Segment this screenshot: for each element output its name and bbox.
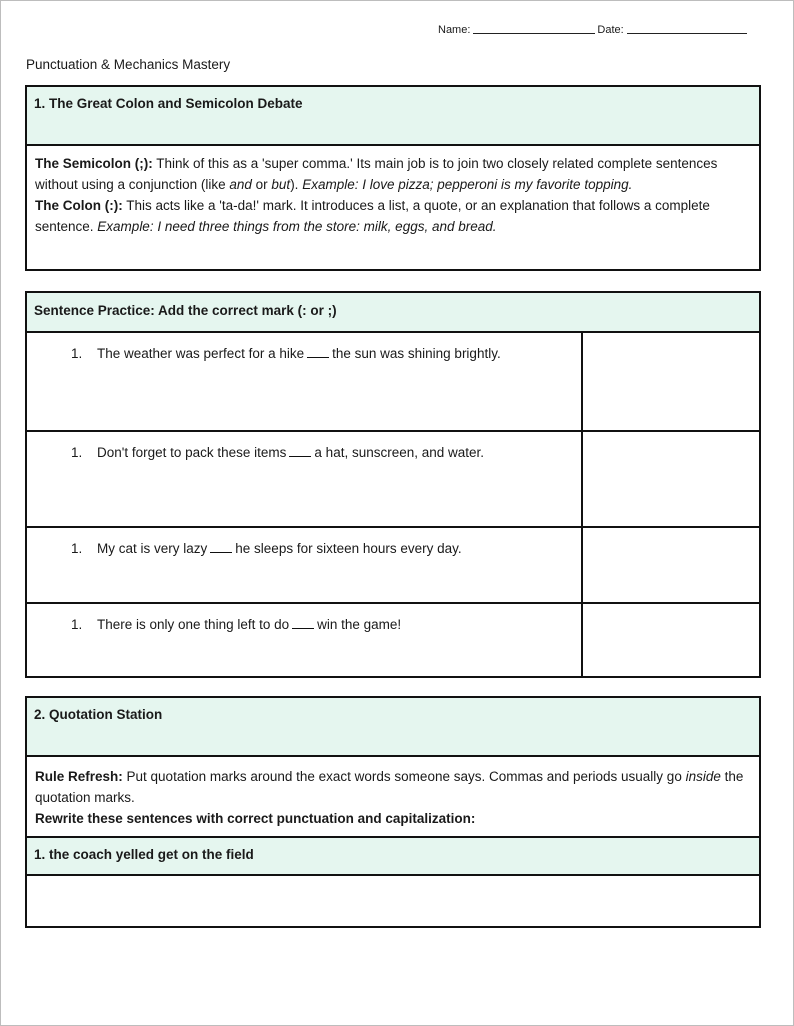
practice-row — [27, 333, 759, 432]
semicolon-term: The Semicolon (;): — [35, 156, 153, 171]
rule-body: Put quotation marks around the exact words someone says. Commas and periods usually go — [122, 769, 686, 784]
answer-blank[interactable] — [292, 618, 314, 629]
question-number: 1. — [71, 617, 83, 632]
colon-term: The Colon (:): — [35, 198, 123, 213]
practice-row — [27, 432, 759, 528]
answer-blank[interactable] — [289, 446, 311, 457]
section-explanation — [27, 146, 759, 243]
question-number: 1. — [71, 541, 83, 556]
question-number: 1. — [71, 445, 83, 460]
semicolon-explanation — [35, 153, 751, 195]
section-heading: 2. Quotation Station — [27, 698, 759, 757]
semicolon-example: Example: I love pizza; pepperoni is my favorite topping. — [302, 177, 633, 192]
rule-body-end: the quotation marks. — [35, 769, 744, 805]
word-but: but — [271, 177, 291, 192]
rewrite-instruction — [35, 808, 751, 829]
section-colon-semicolon — [25, 85, 761, 271]
question-number: 1. — [71, 346, 83, 361]
answer-cell[interactable] — [583, 528, 759, 602]
answer-blank[interactable] — [210, 542, 232, 553]
sentence-practice-table — [25, 291, 761, 678]
word-and: and — [229, 177, 252, 192]
word-or: or — [251, 177, 272, 192]
colon-text: This acts like a 'ta-da!' mark. It introduces a list, a quote, or an explanation that follows a complete sentence. — [35, 198, 710, 234]
rule-term: Rule Refresh: — [35, 769, 123, 784]
instruction-text: Rewrite these sentences with correct punctuation and capitalization: — [35, 811, 476, 826]
date-blank[interactable] — [627, 23, 747, 34]
section-heading: 1. The Great Colon and Semicolon Debate — [27, 87, 759, 146]
practice-row — [27, 604, 759, 676]
question-text-after: a hat, sunscreen, and water. — [314, 445, 485, 460]
practice-question — [27, 604, 583, 676]
answer-cell[interactable] — [583, 432, 759, 526]
section-quotation-station — [25, 696, 761, 928]
date-label: Date: — [597, 24, 624, 36]
question-text-before: There is only one thing left to do — [97, 617, 290, 632]
question-text-before: Don't forget to pack these items — [97, 445, 287, 460]
colon-explanation — [35, 195, 751, 237]
word-inside: inside — [685, 769, 721, 784]
answer-space[interactable] — [27, 876, 759, 924]
rule-text — [35, 766, 751, 808]
practice-heading: Sentence Practice: Add the correct mark (: or ;) — [27, 293, 759, 333]
name-label: Name: — [438, 24, 471, 36]
practice-question — [27, 528, 583, 602]
practice-question — [27, 333, 583, 430]
answer-cell[interactable] — [583, 604, 759, 676]
question-text-after: he sleeps for sixteen hours every day. — [235, 541, 462, 556]
semicolon-text: Think of this as a 'super comma.' Its main job is to join two closely related complete sentences without using a conjunction (like — [35, 156, 718, 192]
semicolon-text-end: ). — [290, 177, 303, 192]
name-blank[interactable] — [473, 23, 595, 34]
practice-row — [27, 528, 759, 604]
question-text-after: the sun was shining brightly. — [332, 346, 501, 361]
answer-cell[interactable] — [583, 333, 759, 430]
answer-blank[interactable] — [307, 347, 329, 358]
colon-example: Example: I need three things from the store: milk, eggs, and bread. — [97, 219, 497, 234]
worksheet-title: Punctuation & Mechanics Mastery — [26, 57, 231, 72]
name-date-line — [438, 23, 749, 36]
quotation-question: 1. the coach yelled get on the field — [27, 838, 759, 876]
question-text-before: The weather was perfect for a hike — [97, 346, 305, 361]
question-text-after: win the game! — [317, 617, 402, 632]
practice-question — [27, 432, 583, 526]
question-text-before: My cat is very lazy — [97, 541, 208, 556]
rule-refresh — [27, 757, 759, 838]
